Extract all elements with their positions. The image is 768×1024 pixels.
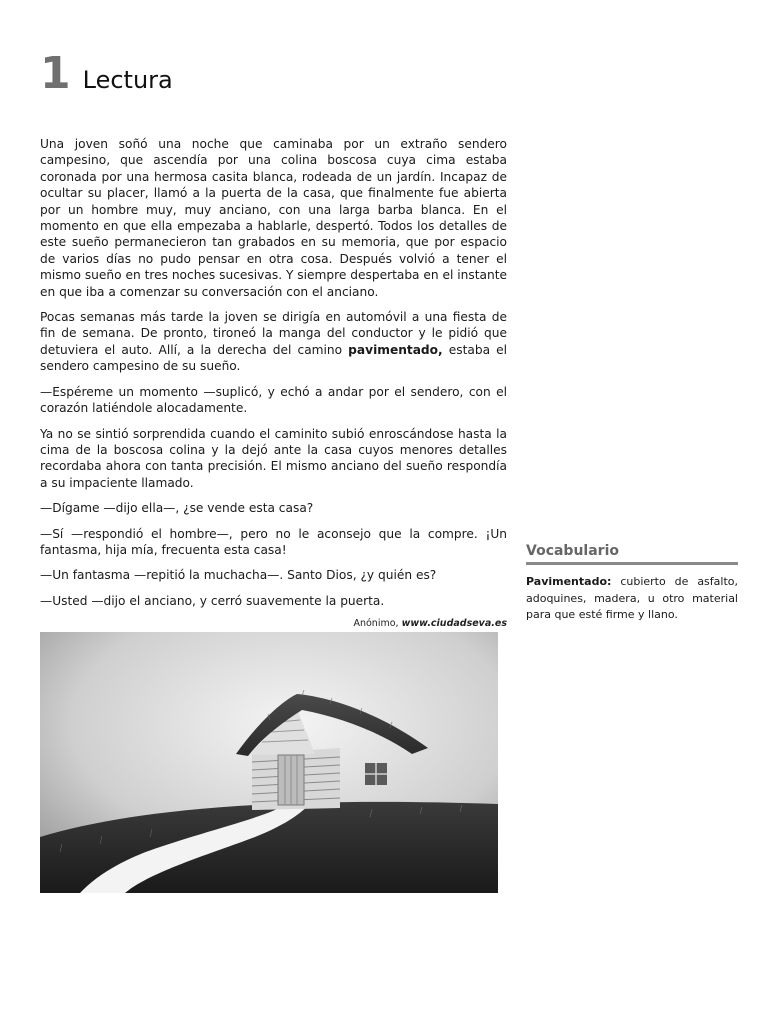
cabin-illustration	[40, 632, 498, 893]
paragraph-7: —Un fantasma —repitió la muchacha—. Santo Dios, ¿y quién es?	[40, 568, 437, 583]
paragraph-1: Una joven soñó una noche que caminaba por un extraño sendero campesino, que ascendía por una colina boscosa cuya cima estaba coronada por una hermosa casita blanca, rodeada de un jardín. Incapaz de ocultar su placer, llamó a la puerta de la casa, que finalmente fue abierta por un hombre muy, muy anciano, con una larga barba blanca. En el momento en que ella empezaba a hablarle, despertó. Todos los detalles de este sueño permanecieron tan grabados en su memoria, que por espacio de varios días no pudo pensar en otra cosa. Después volvió a tener el mismo sueño en tres noches sucesivas. Y siempre despertaba en el instante en que iba a comenzar su conversación con el anciano.	[40, 137, 507, 299]
cabin-image	[40, 632, 498, 893]
vocabulary-box	[526, 543, 738, 624]
vocabulary-term: Pavimentado:	[526, 575, 612, 588]
paragraph-5: —Dígame —dijo ella—, ¿se vende esta casa?	[40, 501, 314, 516]
chapter-title: Lectura	[82, 66, 173, 94]
paragraph-6: —Sí —respondió el hombre—, pero no le aconsejo que la compre. ¡Un fantasma, hija mía, frecuenta esta casa!	[40, 526, 507, 557]
paragraph-2-text-a: Pocas semanas más tarde la joven se dirigía en automóvil a una fiesta de fin de semana. De pronto, tironeó la manga del conductor y le pidió que detuviera el auto. Allí, a la derecha del camino	[40, 310, 507, 357]
paragraph-8: —Usted —dijo el anciano, y cerró suavemente la puerta.	[40, 593, 385, 608]
source-credit	[40, 618, 507, 629]
source-author: Anónimo,	[353, 618, 399, 630]
paragraph-2-text-b: estaba el sendero campesino de su sueño.	[40, 342, 507, 374]
paragraph-4: Ya no se sintió sorprendida cuando el caminito subió enroscándose hasta la cima de la boscosa colina y la dejó ante la casa cuyos menores detalles recordaba ahora con tanta precisión. El mismo anciano del sueño respondía a su impaciente llamado.	[40, 426, 507, 490]
source-url: www.ciudadseva.es	[401, 618, 507, 630]
vocab-term-highlight: pavimentado,	[348, 342, 443, 357]
chapter-number: 1	[40, 48, 71, 99]
paragraph-3: —Espéreme un momento —suplicó, y echó a andar por el sendero, con el corazón latiéndole alocadamente.	[40, 384, 507, 416]
vocabulary-definition	[526, 574, 738, 624]
vocabulary-heading: Vocabulario	[526, 543, 738, 565]
vocabulary-meaning: cubierto de asfalto, adoquines, madera, u otro material para que esté firme y llano.	[526, 575, 738, 621]
chapter-header	[40, 48, 173, 99]
reading-text	[40, 136, 507, 629]
paragraph-2	[40, 309, 507, 375]
